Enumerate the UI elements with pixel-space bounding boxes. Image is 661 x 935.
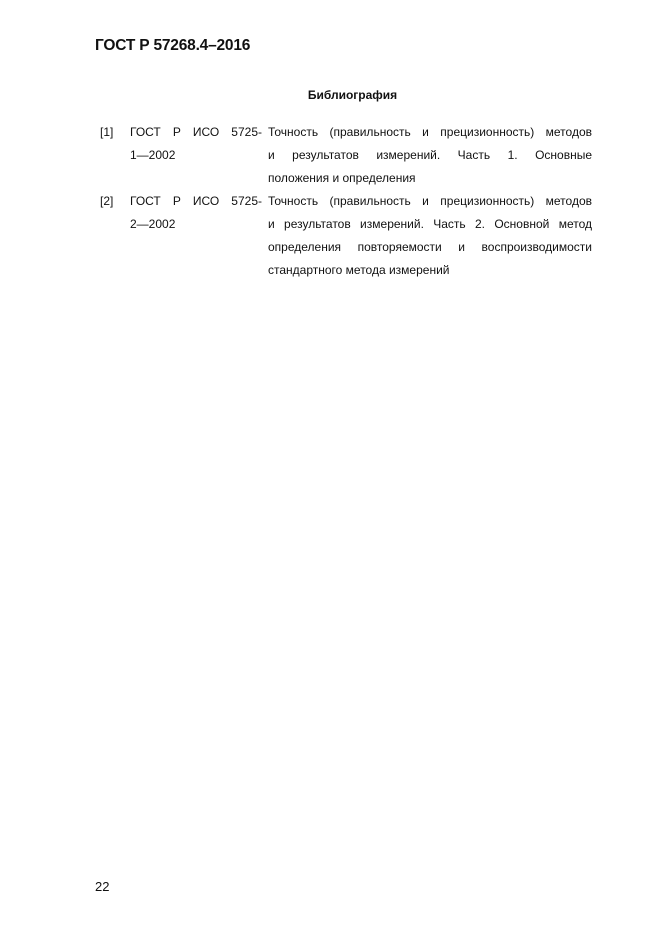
entry-document-id — [130, 190, 268, 282]
title-line: определения повторяемости и воспроизводимости — [268, 240, 592, 254]
title-line: Точность (правильность и прецизионность) методов — [268, 194, 592, 208]
document-id-line: 1—2002 — [130, 148, 176, 162]
title-line: Точность (правильность и прецизионность) методов — [268, 125, 592, 139]
entry-document-id — [130, 121, 268, 190]
bibliography-entry — [100, 190, 592, 282]
page-number: 22 — [95, 879, 110, 894]
entry-title — [268, 190, 592, 282]
bibliography-entry — [100, 121, 592, 190]
document-header: ГОСТ Р 57268.4–2016 — [95, 37, 251, 54]
document-id-line: 2—2002 — [130, 217, 176, 231]
title-line: и результатов измерений. Часть 2. Основной метод — [268, 217, 592, 231]
entry-number: [2] — [100, 194, 114, 208]
title-line: положения и определения — [268, 171, 416, 185]
entry-number: [1] — [100, 125, 114, 139]
entry-title — [268, 121, 592, 190]
title-line: и результатов измерений. Часть 1. Основные — [268, 148, 592, 162]
document-id-line: ГОСТ Р ИСО 5725- — [130, 125, 262, 139]
title-line: стандартного метода измерений — [268, 263, 450, 277]
document-id-line: ГОСТ Р ИСО 5725- — [130, 194, 262, 208]
section-title: Библиография — [307, 88, 398, 102]
bibliography-list — [100, 121, 592, 282]
